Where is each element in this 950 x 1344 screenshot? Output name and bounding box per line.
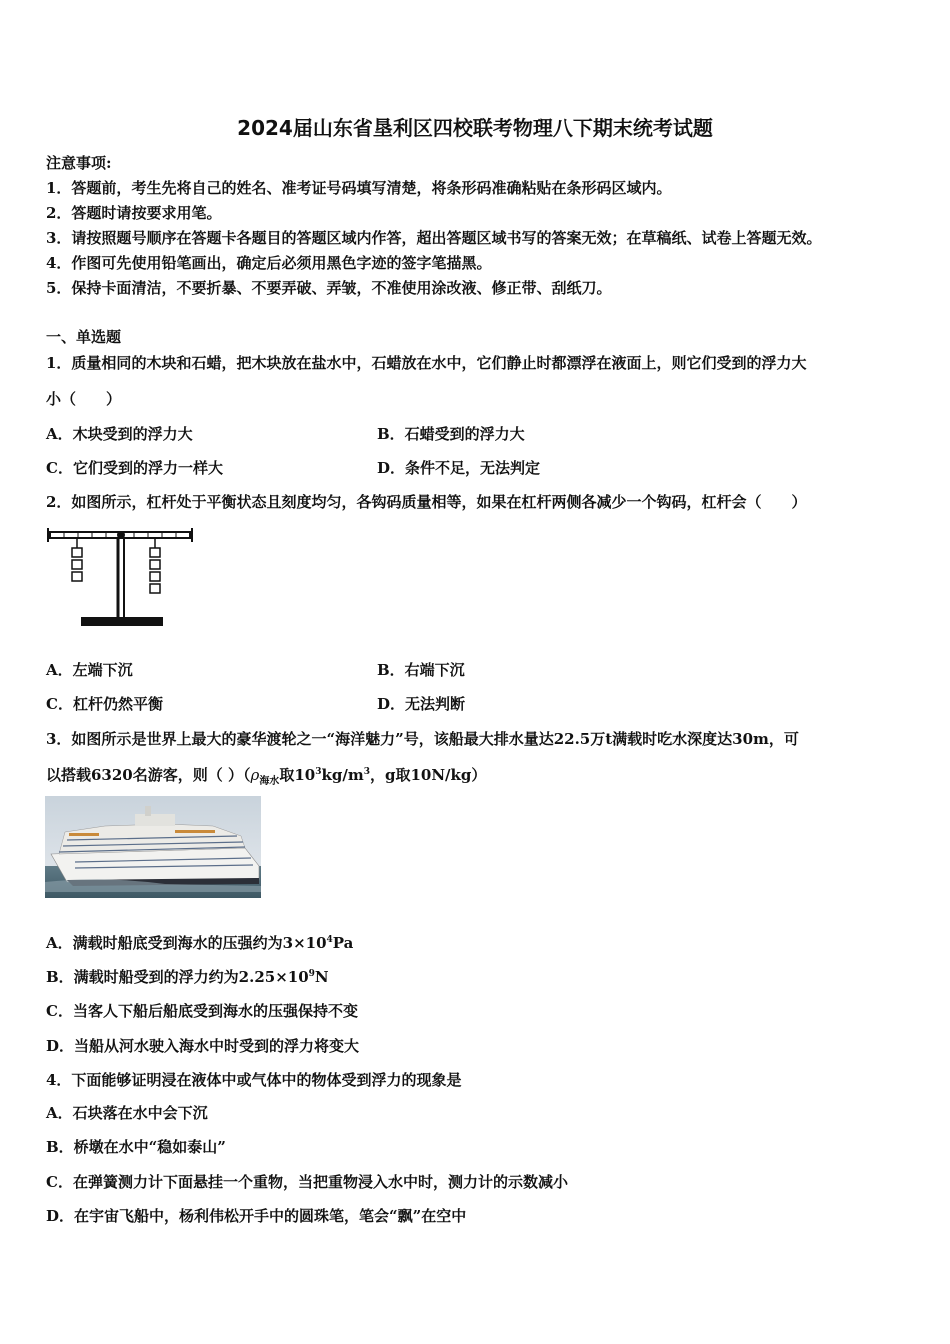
cruise-ship-photo <box>45 796 261 898</box>
rho-symbol: ρ <box>250 766 260 784</box>
q2-option-c: C．杠杆仍然平衡 <box>46 695 163 713</box>
q3-option-b-unit: N <box>314 968 329 986</box>
q4-option-b: B．桥墩在水中“稳如泰山” <box>46 1138 226 1156</box>
q1-stem-line2: 小（ ） <box>46 390 122 408</box>
q1-option-b: B．石蜡受到的浮力大 <box>377 425 525 443</box>
q4-option-d: D．在宇宙飞船中，杨利伟松开手中的圆珠笔，笔会“飘”在空中 <box>46 1207 467 1225</box>
exponent-2: 3 <box>363 767 370 777</box>
q3-option-b-text: B．满载时船受到的浮力约为2.25×10 <box>46 968 309 986</box>
q1-option-a: A．木块受到的浮力大 <box>46 425 193 443</box>
q2-stem: 2．如图所示，杠杆处于平衡状态且刻度均匀，各钩码质量相等，如果在杠杆两侧各减少一个钩码，杠杆会（ ） <box>46 493 807 511</box>
notice-item-4: 4．作图可先使用铅笔画出，确定后必须用黑色字迹的签字笔描黑。 <box>46 254 492 272</box>
q3-line2-part-a: 以搭载6320名游客，则（ ）（ <box>46 766 251 784</box>
exam-title: 2024届山东省垦利区四校联考物理八下期末统考试题 <box>237 116 713 140</box>
q3-option-a-text: A．满载时船底受到海水的压强约为3×10 <box>46 934 327 952</box>
section-heading: 一、单选题 <box>46 328 122 346</box>
notice-heading: 注意事项: <box>46 154 112 172</box>
q2-option-b: B．右端下沉 <box>377 661 465 679</box>
notice-item-3: 3．请按照题号顺序在答题卡各题目的答题区域内作答，超出答题区域书写的答案无效；在草稿纸、试卷上答题无效。 <box>46 229 822 247</box>
q3-option-a <box>46 932 353 953</box>
q2-option-a: A．左端下沉 <box>46 661 133 679</box>
lever-diagram <box>44 522 196 630</box>
q3-option-b-exponent: 9 <box>308 969 315 979</box>
q3-line2-part-d: ，g取10N/kg） <box>369 766 487 784</box>
q3-option-a-exponent: 4 <box>326 935 333 945</box>
notice-item-5: 5．保持卡面清洁，不要折暴、不要弄破、弄皱，不准使用涂改液、修正带、刮纸刀。 <box>46 279 612 297</box>
q3-stem-line1: 3．如图所示是世界上最大的豪华渡轮之一“海洋魅力”号，该船最大排水量达22.5万t满载时吃水深度达30m，可 <box>46 730 799 748</box>
q3-line2-part-b: 取10 <box>279 766 316 784</box>
q4-stem: 4．下面能够证明浸在液体中或气体中的物体受到浮力的现象是 <box>46 1071 462 1089</box>
q3-option-b <box>46 966 329 987</box>
rho-subscript: 海水 <box>259 776 280 787</box>
q2-option-d: D．无法判断 <box>377 695 466 713</box>
q4-option-c: C．在弹簧测力计下面悬挂一个重物，当把重物浸入水中时，测力计的示数减小 <box>46 1173 568 1191</box>
q3-option-c: C．当客人下船后船底受到海水的压强保持不变 <box>46 1002 358 1020</box>
q1-option-c: C．它们受到的浮力一样大 <box>46 459 223 477</box>
notice-item-2: 2．答题时请按要求用笔。 <box>46 204 222 222</box>
notice-item-1: 1．答题前，考生先将自己的姓名、准考证号码填写清楚，将条形码准确粘贴在条形码区域内。 <box>46 179 672 197</box>
q1-option-d: D．条件不足，无法判定 <box>377 459 541 477</box>
q4-option-a: A．石块落在水中会下沉 <box>46 1104 208 1122</box>
q3-stem-line2 <box>46 764 486 787</box>
q1-stem-line1: 1．质量相同的木块和石蜡，把木块放在盐水中，石蜡放在水中，它们静止时都漂浮在液面上，则它们受到的浮力大 <box>46 354 807 372</box>
q3-line2-part-c: kg/m <box>321 766 364 784</box>
exponent-1: 3 <box>315 767 322 777</box>
q3-option-a-unit: Pa <box>332 934 354 952</box>
q3-option-d: D．当船从河水驶入海水中时受到的浮力将变大 <box>46 1037 360 1055</box>
